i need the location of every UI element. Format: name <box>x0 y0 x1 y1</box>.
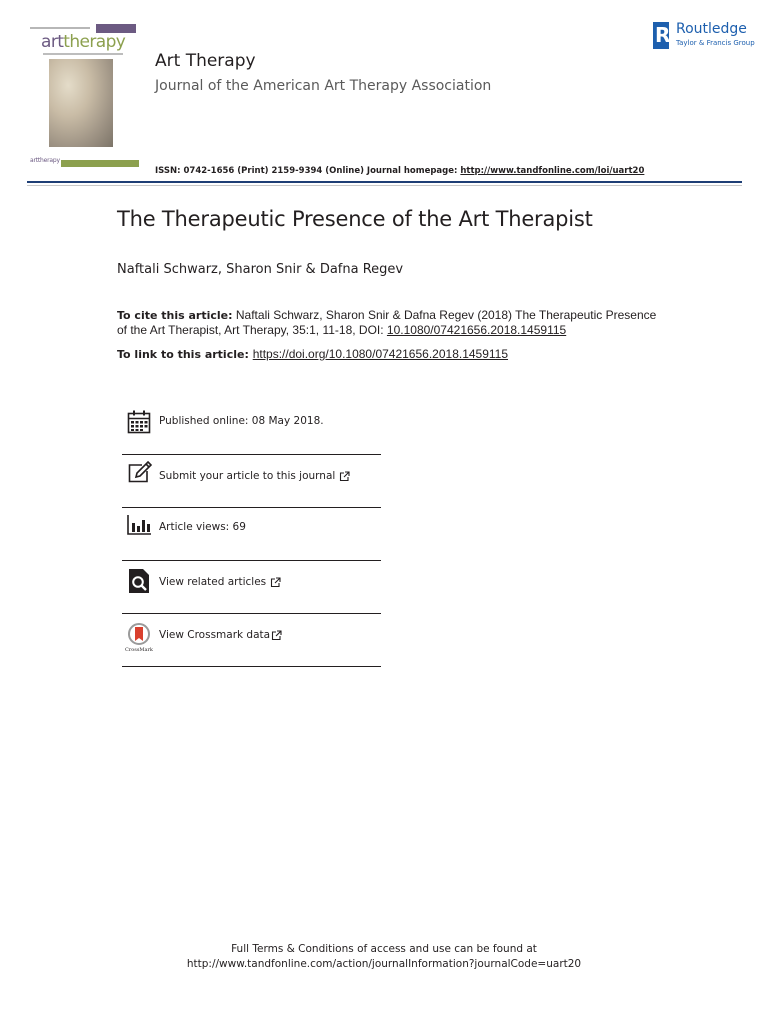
article-info-list <box>122 400 381 667</box>
header-rule <box>27 181 742 183</box>
cover-small-logo: arttherapy <box>30 157 60 164</box>
journal-cover-image <box>27 21 139 169</box>
related-articles-link[interactable]: View related articles <box>159 576 281 588</box>
info-views <box>122 508 381 560</box>
link-label: To link to this article: <box>117 348 253 361</box>
publisher-group: Taylor & Francis Group <box>676 39 755 47</box>
crossmark-link[interactable]: View Crossmark data <box>159 629 282 641</box>
info-divider <box>122 666 381 667</box>
terms-footer <box>0 942 768 972</box>
header-rule-thin <box>27 185 742 186</box>
cover-green-bar <box>61 160 139 167</box>
info-related[interactable] <box>122 561 381 613</box>
article-link-block <box>117 347 508 361</box>
calendar-icon <box>126 409 152 435</box>
article-doi-link[interactable]: https://doi.org/10.1080/07421656.2018.1459115 <box>252 347 509 361</box>
cite-label: To cite this article: <box>117 309 233 322</box>
edit-icon <box>126 460 152 486</box>
svg-text:CrossMark: CrossMark <box>125 647 153 652</box>
terms-url[interactable]: http://www.tandfonline.com/action/journalInformation?journalCode=uart20 <box>186 958 582 970</box>
cite-doi-link[interactable]: 10.1080/07421656.2018.1459115 <box>386 323 567 337</box>
submit-article-link[interactable]: Submit your article to this journal <box>159 470 350 482</box>
info-published <box>122 400 381 454</box>
cite-text: Naftali Schwarz, Sharon Snir & Dafna Regev (2018) The Therapeutic Presence of the Art Therapist, Art Therapy, 35:1, 11-18, DOI: <box>117 308 657 337</box>
article-authors: Naftali Schwarz, Sharon Snir & Dafna Regev <box>117 262 404 277</box>
cover-artwork <box>49 59 113 147</box>
journal-subtitle: Journal of the American Art Therapy Association <box>155 78 492 94</box>
external-link-icon <box>271 630 282 641</box>
publisher-name: Routledge <box>676 21 747 37</box>
crossmark-icon <box>125 622 153 652</box>
publisher-logo[interactable] <box>653 21 753 51</box>
citation-block <box>117 308 657 337</box>
journal-homepage-link[interactable]: http://www.tandfonline.com/loi/uart20 <box>460 166 645 176</box>
issn-text: ISSN: 0742-1656 (Print) 2159-9394 (Online) Journal homepage: <box>155 166 461 176</box>
external-link-icon <box>339 471 350 482</box>
article-views-text: Article views: 69 <box>159 521 246 533</box>
search-document-icon <box>126 568 152 594</box>
terms-line: Full Terms & Conditions of access and use can be found at <box>231 943 537 955</box>
info-submit[interactable] <box>122 455 381 507</box>
journal-title: Art Therapy <box>155 51 256 71</box>
routledge-mark-icon: R <box>655 23 671 47</box>
bar-chart-icon <box>126 512 152 538</box>
issn-line <box>155 166 644 176</box>
cover-logo: arttherapy <box>41 32 126 52</box>
external-link-icon <box>270 577 281 588</box>
published-date-text: Published online: 08 May 2018. <box>159 415 324 427</box>
cover-subtitle-line <box>43 53 123 55</box>
info-crossmark[interactable] <box>122 614 381 666</box>
article-title: The Therapeutic Presence of the Art Therapist <box>117 207 593 231</box>
